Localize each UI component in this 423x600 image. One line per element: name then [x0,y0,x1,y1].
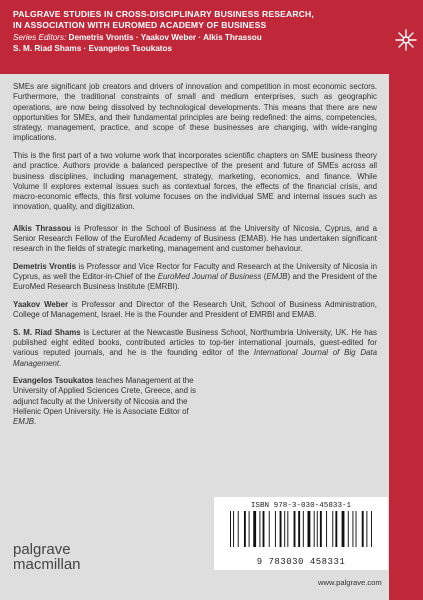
editors-line1: Demetris Vrontis · Yaakov Weber · Alkis Thrassou [68,33,262,42]
barcode-bar [342,511,345,547]
barcode-bar [308,511,311,547]
barcode-bar [269,511,270,547]
bio-name: Yaakov Weber [13,299,69,309]
publisher-name-line1: palgrave [13,541,71,558]
barcode-bar [332,511,333,547]
barcode-bar [352,511,353,547]
bio-text: is Lecturer at the Newcastle Business School, Northumbria University, UK. He has published eight edited books, contributed articles to top-tier international journals, guest-edited for various reputed journals, and he is the founding editor of the [13,327,377,358]
barcode-digits: 9 783030 458331 [256,557,346,567]
barcode-bar [356,511,357,547]
barcode-bar [230,511,231,547]
bio-text: teaches Management at the University of Applied Sciences Crete, Greece, and is adjunct faculty at the University of Nicosia and the Hellenic Open University. He is Associate Editor of [13,376,196,416]
barcode-bar [320,511,322,547]
spine-strip [389,0,423,600]
publisher-name-line2: macmillan [13,556,81,573]
bio-text: . [59,358,62,368]
barcode-bar [317,511,318,547]
bio-tsoukatos [13,376,209,427]
bio-name: Evangelos Tsoukatos [13,376,94,386]
barcode-bar [366,511,367,547]
barcode-bar [314,511,315,547]
blurb-paragraph-1: SMEs are significant job creators and drivers of innovation and competition in most economic sectors. Furthermore, the traditional constraints of small and medium enterprises, such as geographic operations, are now being dissolved by technological developments. This means that there are new opportunities for SMEs, and their fundamental principles are being redefined: the aims, competencies, strategy, management, practice, and scope of these businesses are changing, with wide-ranging implications. [13,82,377,143]
barcode-bar [259,511,260,547]
barcode-bar [275,511,276,547]
barcode-bar [244,511,246,547]
barcode-bar [294,511,296,547]
editors-label: Series Editors: [13,33,67,42]
barcode-bar [233,511,234,547]
bio-name: S. M. Riad Shams [13,327,81,337]
bio-journal-abbrev: EMJB [266,272,288,282]
bio-journal-abbrev: EMJB [13,417,35,427]
bio-journal-title: International Journal of Big Data Management [13,348,378,368]
bio-name: Demetris Vrontis [13,261,77,271]
back-cover-text [13,82,377,435]
bio-text: is Professor and Director of the Research Unit, School of Business Administration, College of Management, Israel. He is the Founder and President of EMRBI and EMAB. [13,299,377,320]
barcode-bar [362,511,364,547]
bio-text: ) and the President of the EuroMed Research Business Institute (EMRBI). [13,272,377,292]
barcode-bars [228,511,374,557]
barcode-bar [238,511,239,547]
bio-text: ( [261,272,267,282]
bio-text: . [34,417,37,427]
bio-journal-title: EuroMed Journal of Business [157,272,262,282]
barcode-bar [253,511,256,547]
barcode-bar [263,511,265,547]
series-title-line1: PALGRAVE STUDIES IN CROSS-DISCIPLINARY BUSINESS RESEARCH, [13,9,314,19]
publisher-logo [13,542,81,572]
series-header [0,0,423,74]
palgrave-star-icon [394,28,418,52]
bio-text: is Professor in the School of Business at the University of Nicosia, Cyprus, and a Senior Research Fellow of the EuroMed Academy of Business (EMAB). He has undertaken significant research in the fields of strategic marketing, management and customer behaviour. [13,223,377,254]
barcode-bar [371,511,372,547]
series-editors [13,33,383,54]
barcode-bar [284,511,285,547]
blurb-paragraph-2: This is the first part of a two volume work that incorporates scientific chapters on SME business theory and practice. Authors provide a balanced perspective of the present and future of SMEs across all business disciplines, including management, strategy, marketing, economics, and finance. While Volume II explores external issues such as contextual forces, the effects of the financial crisis, and macro-economic effects, this first volume focuses on the individual SME and internal issues such as innovation, quality, and digitization. [13,150,377,212]
editors-line2: S. M. Riad Shams · Evangelos Tsoukatos [13,43,173,53]
isbn-label: ISBN 978-3-030-45833-1 [250,502,352,510]
bio-name: Alkis Thrassou [13,223,72,233]
bio-vrontis [13,262,377,293]
barcode-bar [335,511,337,547]
bio-weber [13,300,377,321]
barcode-bar [298,511,300,547]
barcode-bar [280,511,282,547]
publisher-website: www.palgrave.com [318,578,382,587]
barcode-bar [326,511,327,547]
barcode-bar [249,511,250,547]
barcode-bar [348,511,349,547]
bio-thrassou [13,224,377,255]
bio-shams [13,328,377,369]
bio-text: is Professor and Vice Rector for Faculty and Research at the University of Nicosia in Cyprus, as well the Editor-in-Chief of the [13,261,377,282]
barcode-bar [303,511,304,547]
barcode-bar [287,511,288,547]
isbn-barcode [214,497,388,570]
series-title-line2: IN ASSOCIATION WITH EUROMED ACADEMY OF BUSINESS [13,19,267,30]
series-title [13,9,383,30]
